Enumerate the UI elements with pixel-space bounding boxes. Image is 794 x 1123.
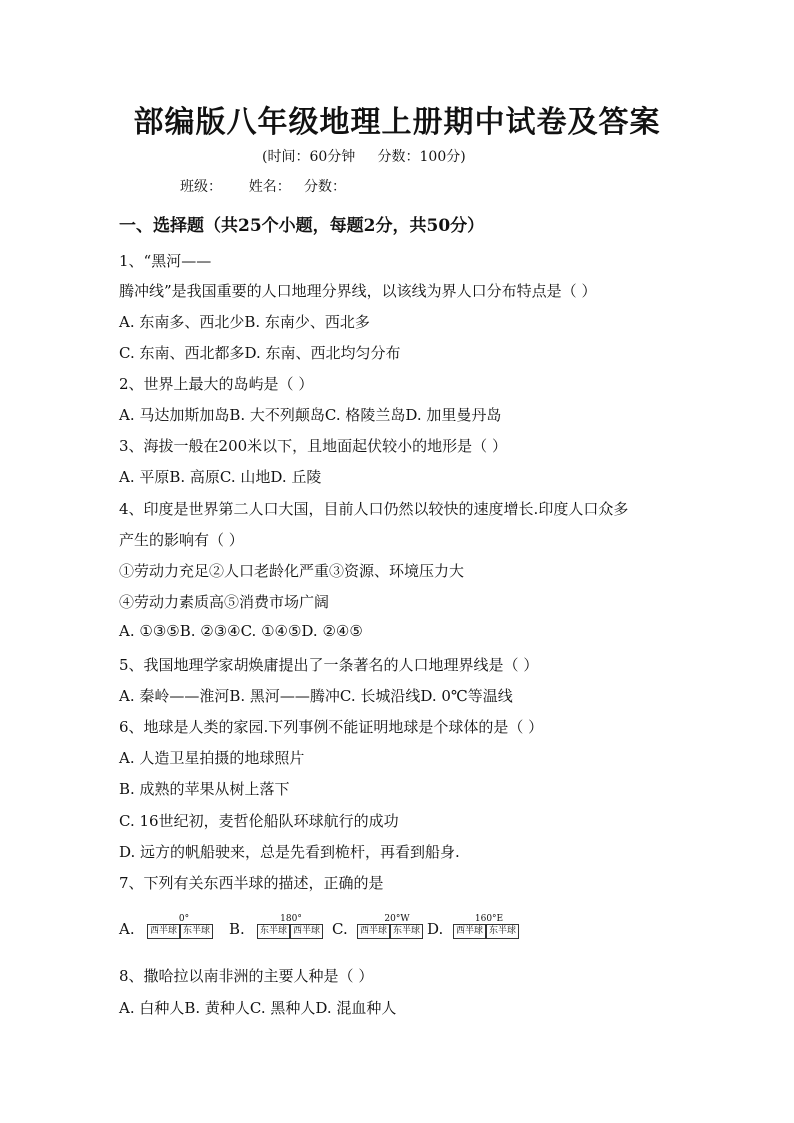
- hemisphere-right-box: 西半球: [290, 924, 323, 939]
- student-info: 班级： 姓名： 分数：: [180, 179, 347, 195]
- hemisphere-right-box: 东半球: [180, 924, 213, 939]
- statement-line: ①劳动力充足②人口老龄化严重③资源、环境压力大: [119, 562, 465, 580]
- hemisphere-right-box: 东半球: [390, 924, 423, 939]
- question-line: 5、我国地理学家胡焕庸提出了一条著名的人口地理界线是（ ）: [119, 656, 539, 674]
- question-line: 3、海拔一般在200米以下，且地面起伏较小的地形是（ ）: [119, 437, 507, 455]
- option-line: A. 白种人B. 黄种人C. 黑种人D. 混血种人: [119, 999, 397, 1017]
- option-letter-d: D.: [427, 920, 444, 938]
- option-line: A. 人造卫星拍摄的地球照片: [119, 749, 305, 767]
- option-line: A. 东南多、西北少B. 东南少、西北多: [119, 313, 370, 331]
- hemisphere-left-box: 西半球: [147, 924, 180, 939]
- option-line: A. 马达加斯加岛B. 大不列颠岛C. 格陵兰岛D. 加里曼丹岛: [119, 406, 502, 424]
- page-title: 部编版八年级地理上册期中试卷及答案: [133, 105, 661, 140]
- question-line: 4、印度是世界第二人口大国，目前人口仍然以较快的速度增长.印度人口众多: [119, 500, 629, 518]
- section-title: 一、选择题（共25个小题，每题2分，共50分）: [119, 216, 485, 236]
- statement-line: ④劳动力素质高⑤消费市场广阔: [119, 593, 330, 611]
- hemisphere-left-box: 西半球: [357, 924, 390, 939]
- question-line: 8、撒哈拉以南非洲的主要人种是（ ）: [119, 967, 374, 985]
- question-line: 2、世界上最大的岛屿是（ ）: [119, 375, 314, 393]
- hemisphere-right-box: 东半球: [486, 924, 519, 939]
- option-line: D. 远方的帆船驶来，总是先看到桅杆，再看到船身.: [119, 843, 460, 861]
- option-line: A. 平原B. 高原C. 山地D. 丘陵: [119, 468, 322, 486]
- question-line: 6、地球是人类的家园.下列事例不能证明地球是个球体的是（ ）: [119, 718, 544, 736]
- question-line: 1、“黑河——: [119, 252, 212, 270]
- question-line: 7、下列有关东西半球的描述，正确的是: [119, 874, 384, 892]
- meridian-label: 160°E: [474, 914, 504, 924]
- option-line: A. ①③⑤B. ②③④C. ①④⑤D. ②④⑤: [119, 622, 363, 640]
- hemisphere-left-box: 东半球: [257, 924, 290, 939]
- hemisphere-left-box: 西半球: [453, 924, 486, 939]
- exam-meta: (时间：60分钟 分数：100分): [262, 149, 466, 165]
- question-line: 腾冲线”是我国重要的人口地理分界线，以该线为界人口分布特点是（ ）: [119, 282, 597, 300]
- option-line: C. 东南、西北都多D. 东南、西北均匀分布: [119, 344, 401, 362]
- meridian-label: 20°W: [384, 914, 410, 924]
- option-line: C. 16世纪初，麦哲伦船队环球航行的成功: [119, 812, 399, 830]
- option-letter-c: C.: [332, 920, 348, 938]
- option-line: B. 成熟的苹果从树上落下: [119, 780, 290, 798]
- option-line: A. 秦岭——淮河B. 黑河——腾冲C. 长城沿线D. 0℃等温线: [119, 687, 513, 705]
- option-letter-b: B.: [229, 920, 245, 938]
- meridian-label: 0°: [178, 914, 190, 924]
- question-line: 产生的影响有（ ）: [119, 531, 244, 549]
- meridian-label: 180°: [280, 914, 302, 924]
- option-letter-a: A.: [119, 920, 135, 938]
